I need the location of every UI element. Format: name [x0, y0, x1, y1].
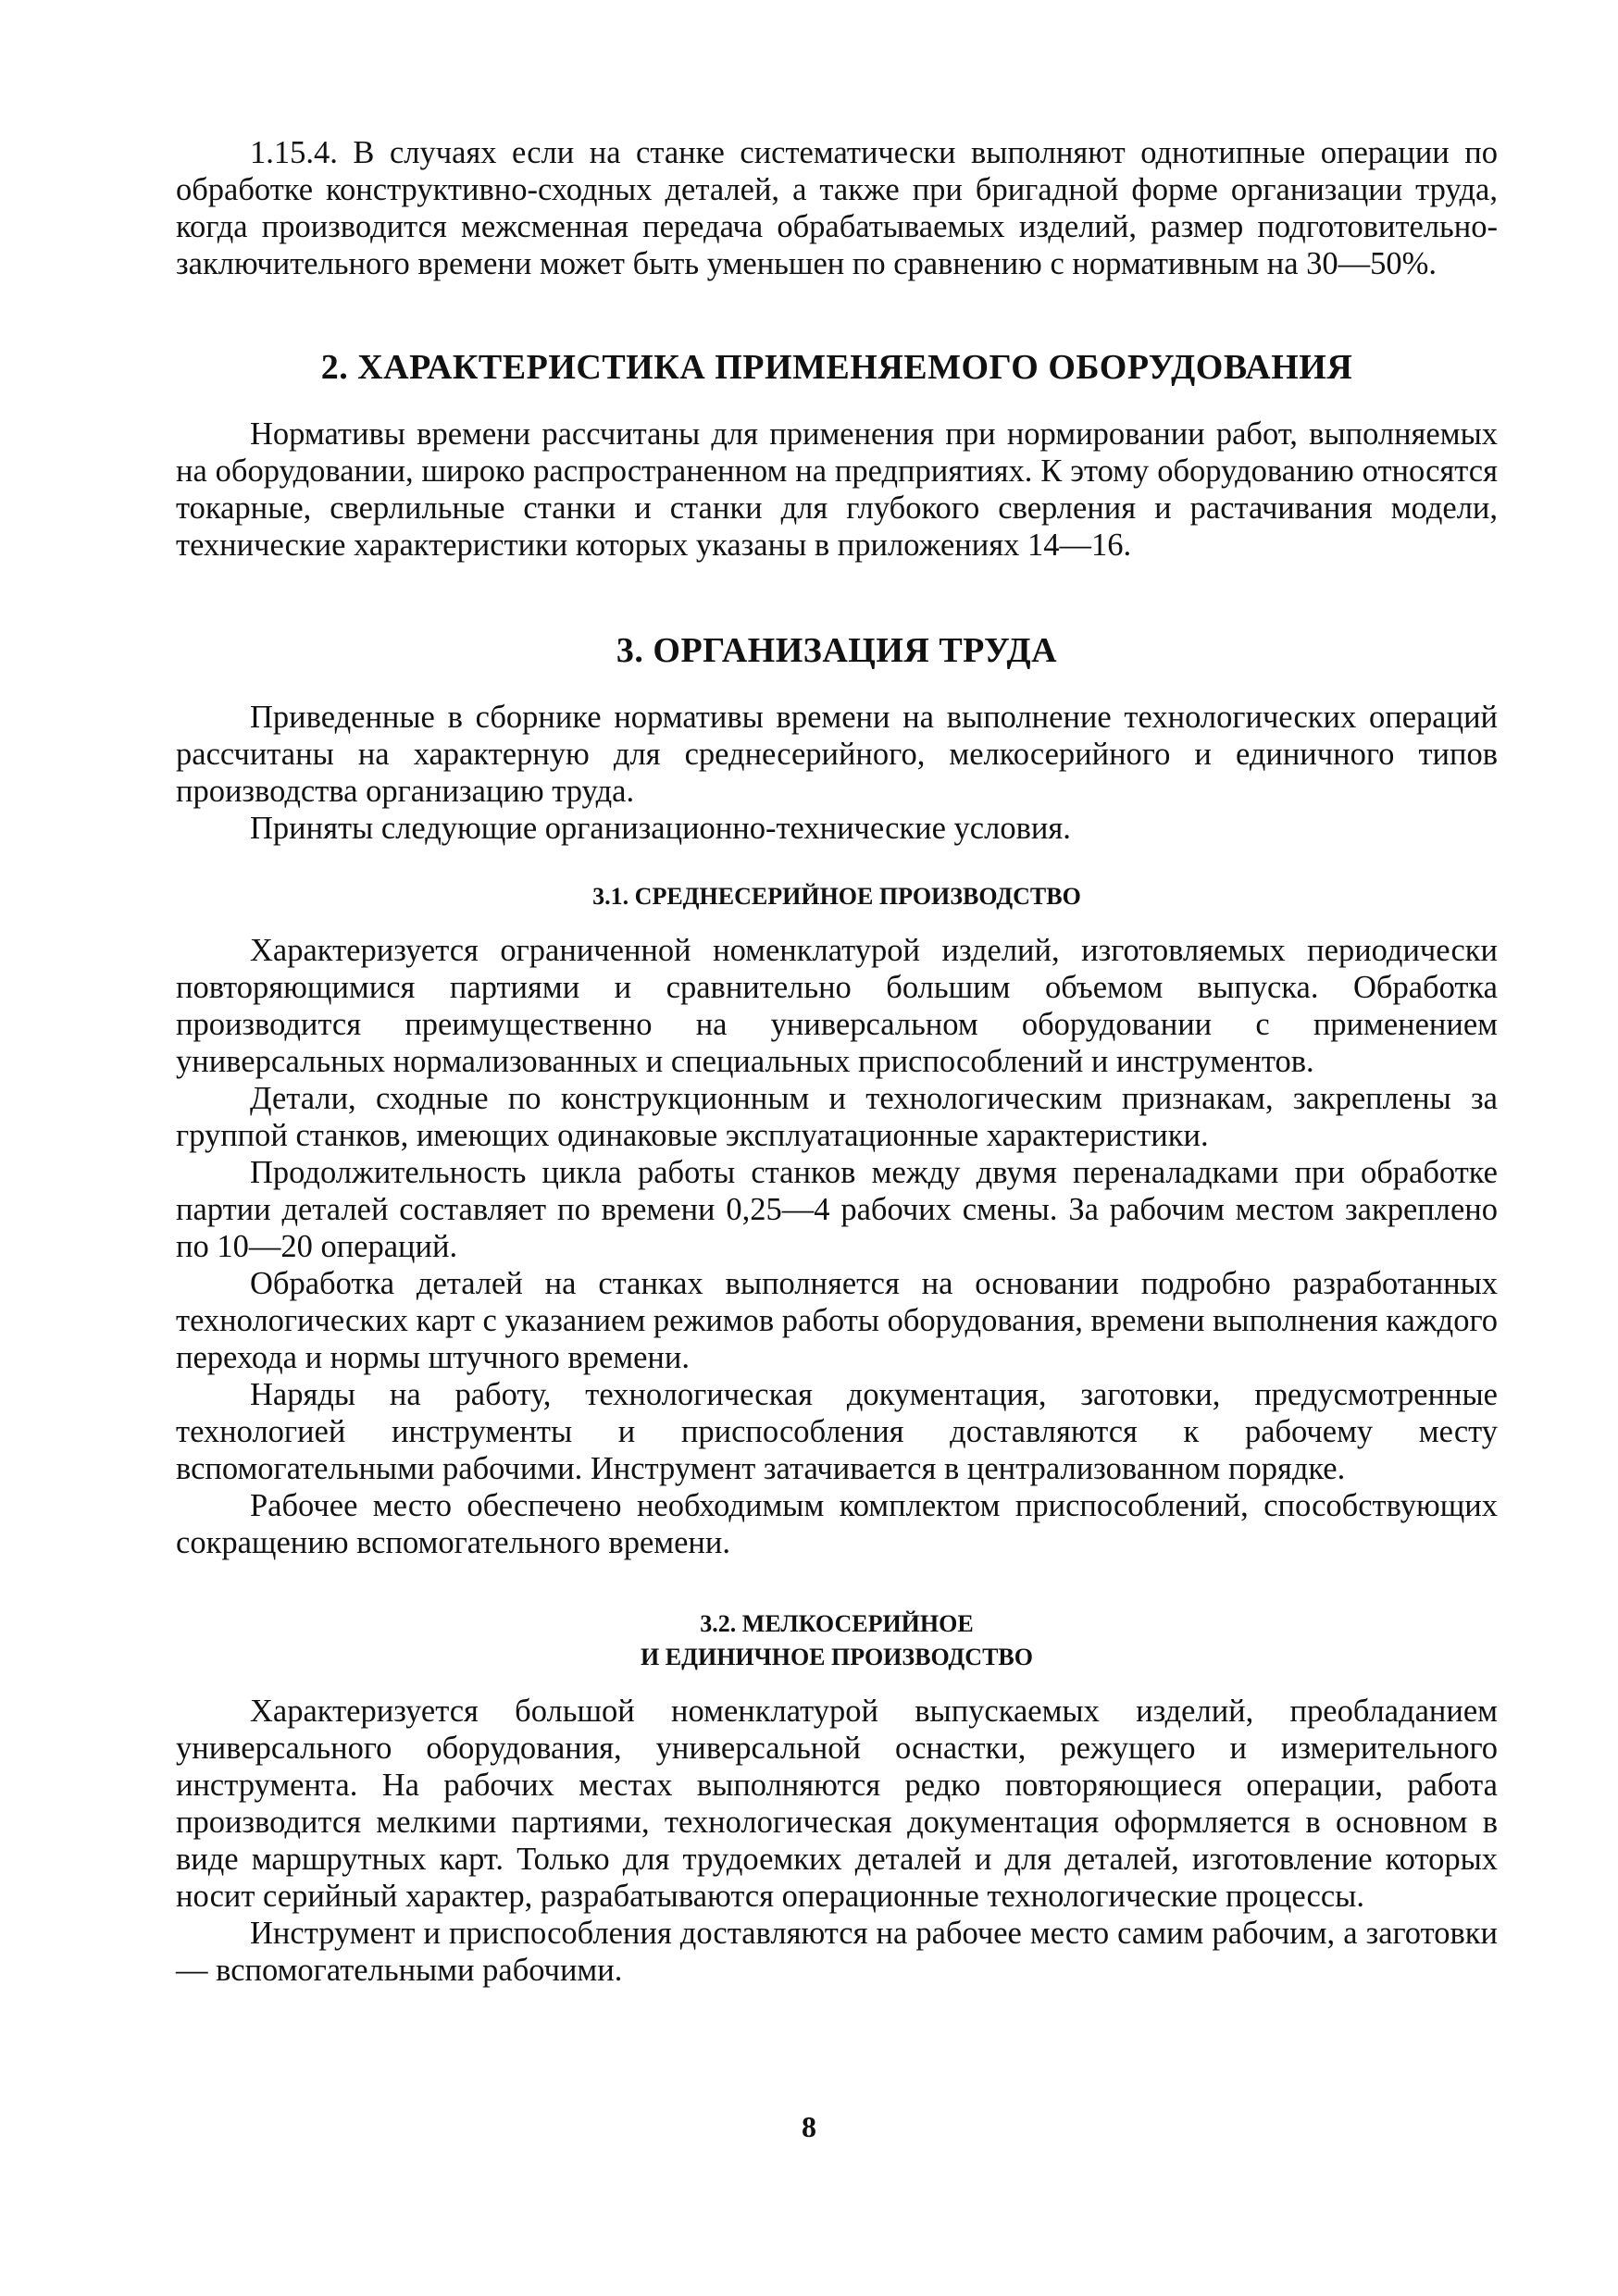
paragraph-1-15-4: 1.15.4. В случаях если на станке систематически выполняют однотипные операции по обработке конструктивно-сходных деталей, а также при бригадной форме организации труда, когда производится межсменная передача обрабатываемых изделий, размер подготовительно-заключительного времени может быть уменьшен по сравнению с нормативным на 30—50%.: [176, 135, 1498, 281]
page-number: 8: [802, 2110, 816, 2143]
section-3-2-heading-line-1: 3.2. МЕЛКОСЕРИЙНОЕ: [700, 1610, 974, 1637]
section-3-2-heading-line-2: И ЕДИНИЧНОЕ ПРОИЗВОДСТВО: [641, 1644, 1033, 1670]
section-3-1-heading: 3.1. СРЕДНЕСЕРИЙНОЕ ПРОИЗВОДСТВО: [592, 883, 1081, 910]
section-3-1-paragraph: Характеризуется ограниченной номенклатурой изделий, изготовляемых периодически повторяющимися партиями и сравнительно большим объемом выпуска. Обработка производится преимущественно на универсальном оборудовании с применением универсальных нормализованных и специальных приспособлений и инструментов.: [176, 933, 1498, 1079]
section-2-heading: 2. ХАРАКТЕРИСТИКА ПРИМЕНЯЕМОГО ОБОРУДОВАНИЯ: [320, 348, 1353, 387]
page-content: [176, 134, 1498, 1989]
section-3-1-paragraph: Рабочее место обеспечено необходимым комплектом приспособлений, способствующих сокращению вспомогательного времени.: [176, 1488, 1498, 1560]
section-3-1-paragraph: Обработка деталей на станках выполняется на основании подробно разработанных технологических карт с указанием режимов работы оборудования, времени выполнения каждого перехода и нормы штучного времени.: [176, 1266, 1498, 1375]
section-3-2-paragraph: Характеризуется большой номенклатурой выпускаемых изделий, преобладанием универсального оборудования, универсальной оснастки, режущего и измерительного инструмента. На рабочих местах выполняются редко повторяющиеся операции, работа производится мелкими партиями, технологическая документация оформляется в основном в виде маршрутных карт. Только для трудоемких деталей и для деталей, изготовление которых носит серийный характер, разрабатываются операционные технологические процессы.: [176, 1694, 1498, 1914]
section-3-2-heading: [176, 1607, 1498, 1674]
section-3-1-paragraph: Детали, сходные по конструкционным и технологическим признакам, закреплены за группой станков, имеющих одинаковые эксплуатационные характеристики.: [176, 1081, 1498, 1153]
section-3-1-paragraph: Наряды на работу, технологическая документация, заготовки, предусмотренные технологией инструменты и приспособления доставляются к рабочему месту вспомогательными рабочими. Инструмент затачивается в централизованном порядке.: [176, 1377, 1498, 1486]
section-3-2-paragraph: Инструмент и приспособления доставляются на рабочее место самим рабочим, а заготовки — вспомогательными рабочими.: [176, 1916, 1498, 1988]
section-2-paragraph: Нормативы времени рассчитаны для применения при нормировании работ, выполняемых на оборудовании, широко распространенном на предприятиях. К этому оборудованию относятся токарные, сверлильные станки и станки для глубокого сверления и растачивания модели, технические характеристики которых указаны в приложениях 14—16.: [176, 416, 1498, 563]
section-3-heading: 3. ОРГАНИЗАЦИЯ ТРУДА: [616, 631, 1058, 670]
section-3-paragraph-2: Приняты следующие организационно-технические условия.: [250, 811, 1071, 846]
section-3-1-paragraph: Продолжительность цикла работы станков между двумя переналадками при обработке партии деталей составляет по времени 0,25—4 рабочих смены. За рабочим местом закреплено по 10—20 операций.: [176, 1155, 1498, 1264]
section-3-paragraph-1: Приведенные в сборнике нормативы времени на выполнение технологических операций рассчитаны на характерную для среднесерийного, мелкосерийного и единичного типов производства организацию труда.: [176, 700, 1498, 809]
